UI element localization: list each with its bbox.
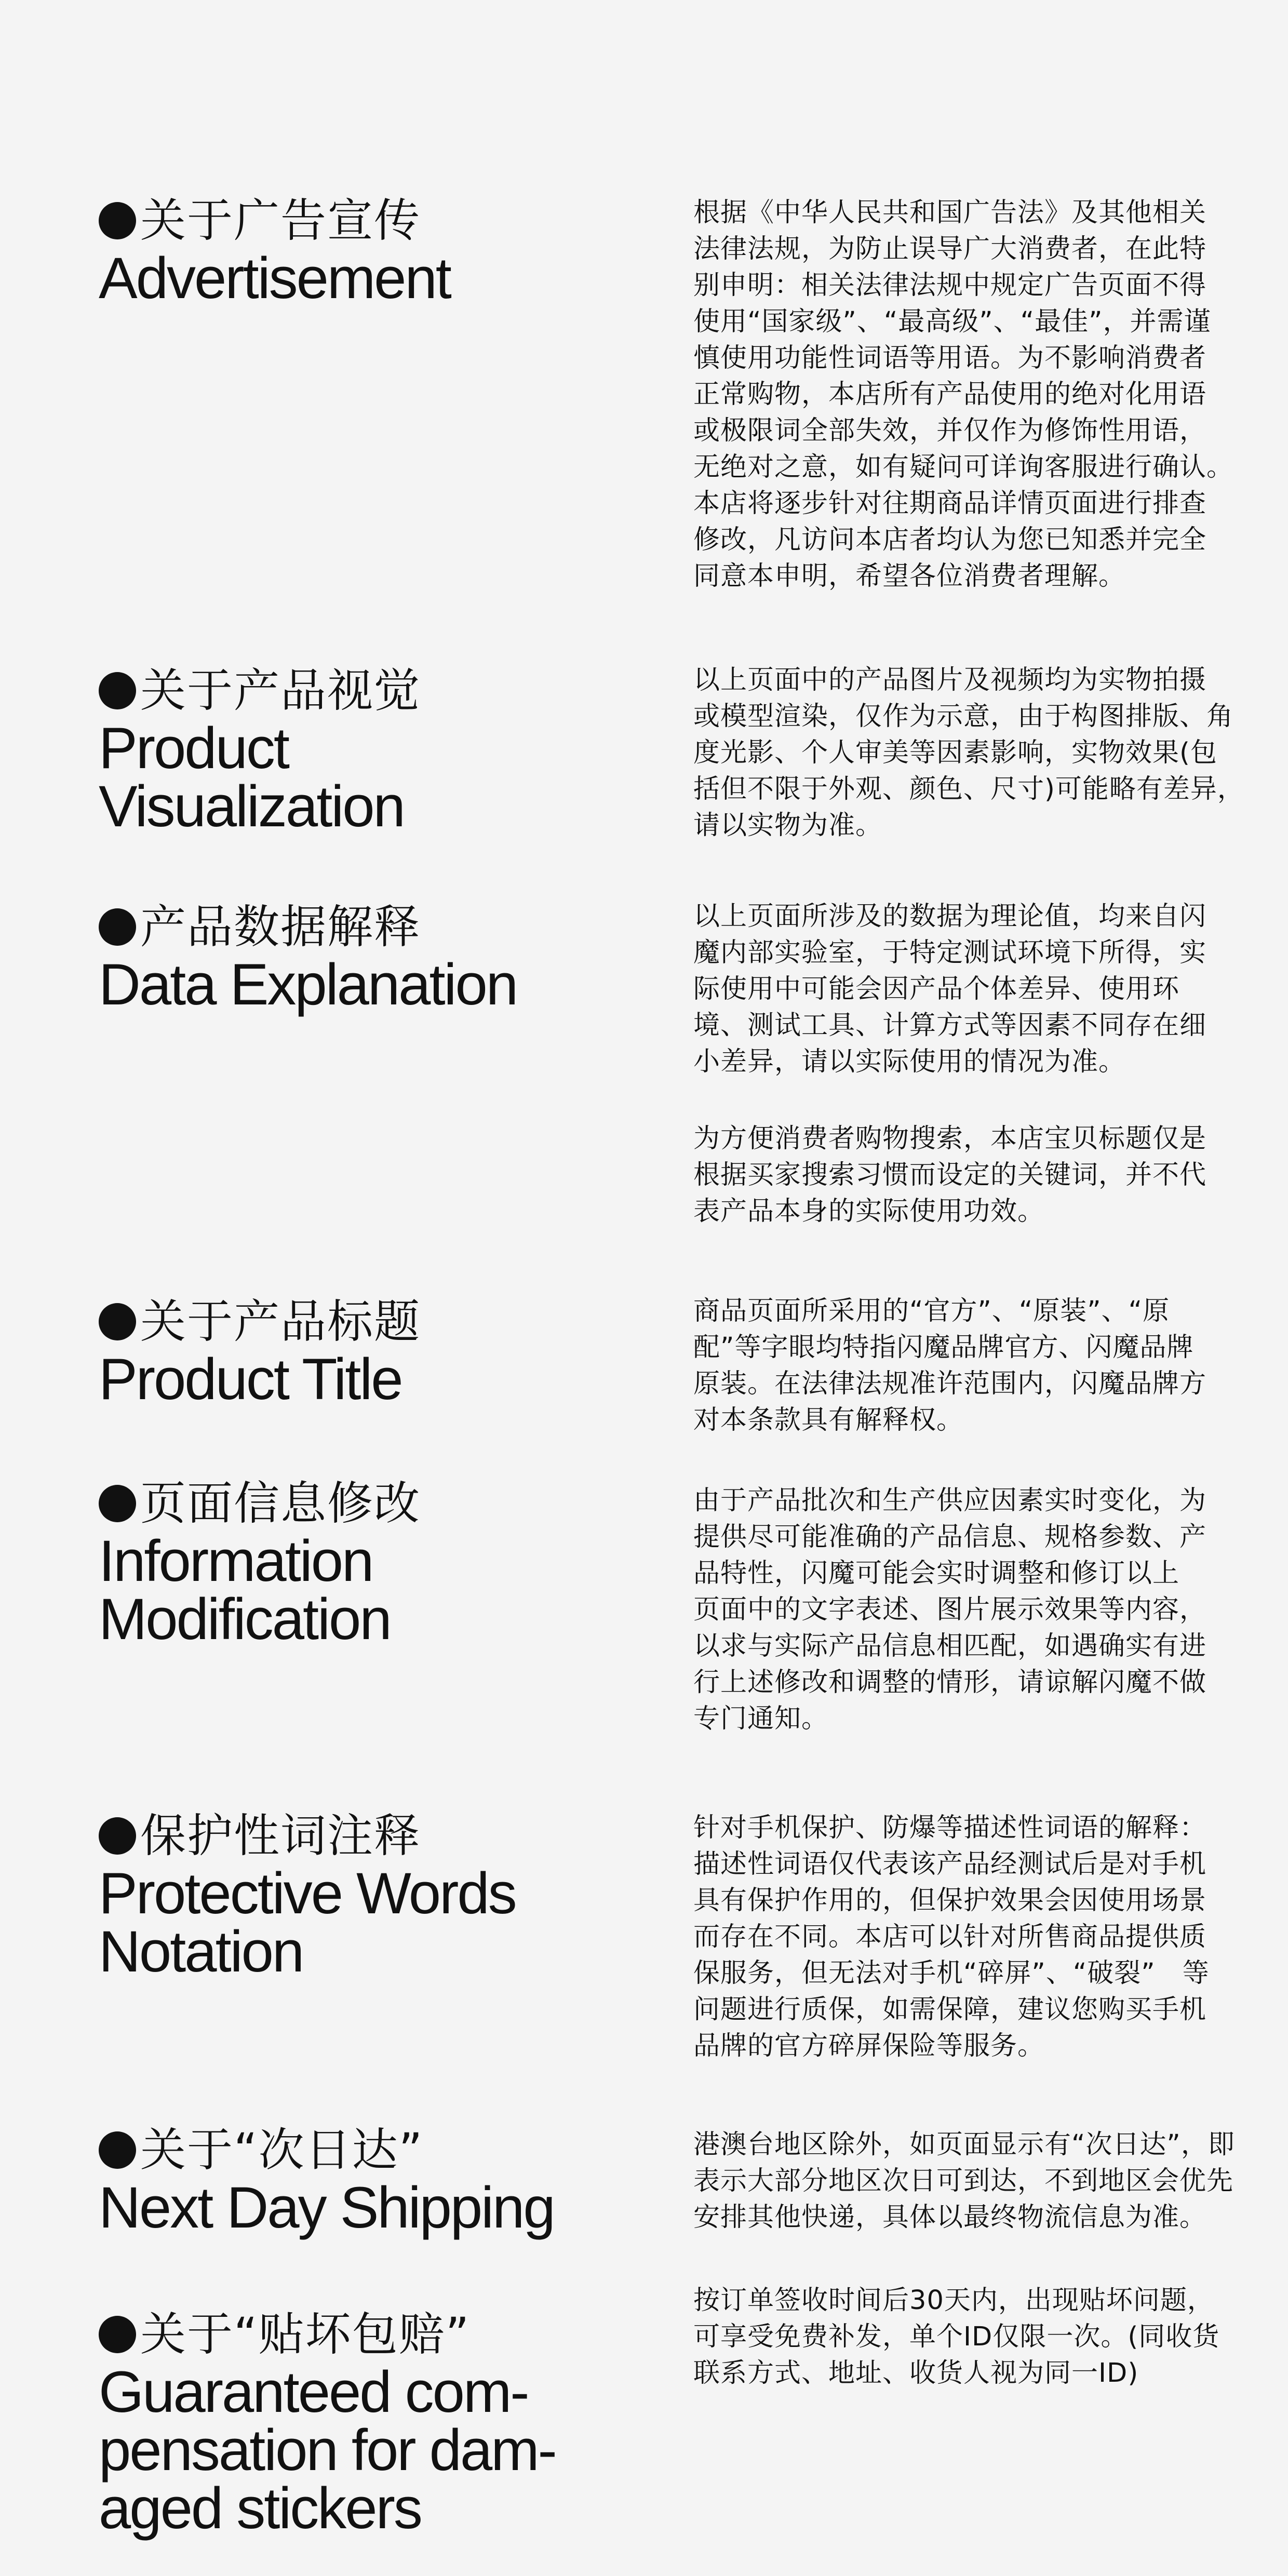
bullet-icon: [99, 202, 136, 239]
heading-en: Next Day Shipping: [99, 2175, 554, 2240]
body-paragraph: 以上页面所涉及的数据为理论值，均来自闪 魔内部实验室，于特定测试环境下所得，实 际使用中可能会因产品个体差异、使用环 境、测试工具、计算方式等因素不同存在细 小差异，请以实际使用的情况为准。: [693, 901, 1207, 1077]
bullet-icon: [99, 2316, 136, 2353]
body-paragraph: 为方便消费者购物搜索，本店宝贝标题仅是 根据买家搜索习惯而设定的关键词，并不代 表产品本身的实际使用功效。: [693, 1123, 1207, 1227]
heading-en: Data Explanation: [99, 952, 517, 1017]
section-heading: [99, 2122, 644, 2240]
section-body: [693, 662, 1270, 844]
bullet-icon: [99, 672, 136, 709]
heading-cn: 关于“次日达”: [140, 2123, 424, 2177]
heading-cn: 关于产品标题: [140, 1295, 421, 1348]
body-paragraph: 根据《中华人民共和国广告法》及其他相关 法律法规，为防止误导广大消费者，在此特 别申明：相关法律法规中规定广告页面不得 使用“国家级”、“最高级”、“最佳”，并需谨 慎使用功能性词语等用语。为不影响消费者 正常购物，本店所有产品使用的绝对化用语 或极限词全部失效，并仅作为修饰性用语， 无绝对之意，如有疑问可详询客服进行确认。 本店将逐步针对往期商品详情页面进行排查 修改，凡访问本店者均认为您已知悉并完全 同意本申明，希望各位消费者理解。: [693, 197, 1234, 592]
section-body: [693, 1483, 1270, 1737]
section-heading: [99, 662, 644, 839]
body-paragraph: 针对手机保护、防爆等描述性词语的解释： 描述性词语仅代表该产品经测试后是对手机 具有保护作用的，但保护效果会因使用场景 而存在不同。本店可以针对所售商品提供质 保服务，但无法对手机“碎屏”、“破裂” 等 问题进行质保，如需保障，建议您购买手机 品牌的官方碎屏保险等服务。: [693, 1813, 1210, 2061]
section-body: [693, 2283, 1270, 2392]
heading-en: Guaranteed com- pensation for dam- aged stickers: [99, 2359, 556, 2541]
heading-en: Advertisement: [99, 246, 450, 311]
section-body: [693, 195, 1270, 595]
heading-cn: 关于广告宣传: [140, 194, 421, 247]
heading-cn: 页面信息修改: [140, 1477, 421, 1530]
section-heading: [99, 2306, 644, 2541]
bullet-icon: [99, 1817, 136, 1855]
heading-en: Product Title: [99, 1347, 402, 1412]
body-paragraph: 按订单签收时间后30天内，出现贴坏问题， 可享受免费补发，单个ID仅限一次。(同收货 联系方式、地址、收货人视为同一ID): [693, 2285, 1220, 2389]
body-paragraph: 以上页面中的产品图片及视频均为实物拍摄 或模型渲染，仅作为示意，由于构图排版、角 度光影、个人审美等因素影响，实物效果(包 括但不限于外观、颜色、尺寸)可能略有差异， 请以实物为准。: [693, 665, 1244, 841]
body-paragraph: 商品页面所采用的“官方”、“原装”、“原 配”等字眼均特指闪魔品牌官方、闪魔品牌 原装。在法律法规准许范围内，闪魔品牌方 对本条款具有解释权。: [693, 1296, 1207, 1435]
bullet-icon: [99, 2131, 136, 2169]
heading-cn: 产品数据解释: [140, 900, 421, 954]
section-heading: [99, 1475, 644, 1652]
heading-cn: 关于“贴坏包赔”: [140, 2307, 471, 2361]
body-paragraph: 由于产品批次和生产供应因素实时变化，为 提供尽可能准确的产品信息、规格参数、产 品特性，闪魔可能会实时调整和修订以上 页面中的文字表述、图片展示效果等内容， 以求与实际产品信息相匹配，如遇确实有进 行上述修改和调整的情形，请谅解闪魔不做 专门通知。: [693, 1485, 1207, 1734]
heading-cn: 关于产品视觉: [140, 664, 421, 717]
heading-en: Product Visualization: [99, 716, 404, 839]
section-heading: [99, 192, 644, 311]
heading-cn: 保护性词注释: [140, 1809, 421, 1862]
bullet-icon: [99, 1485, 136, 1522]
section-body: [693, 1293, 1270, 1439]
bullet-icon: [99, 908, 136, 946]
bullet-icon: [99, 1303, 136, 1340]
section-body: [693, 898, 1270, 1230]
section-heading: [99, 898, 644, 1017]
section-body: [693, 1810, 1270, 2064]
body-paragraph: 港澳台地区除外，如页面显示有“次日达”，即 表示大部分地区次日可到达，不到地区会优先 安排其他快递，具体以最终物流信息为准。: [693, 2129, 1235, 2233]
section-body: [693, 2127, 1270, 2236]
section-heading: [99, 1807, 644, 1984]
heading-en: Protective Words Notation: [99, 1861, 516, 1984]
heading-en: Information Modification: [99, 1528, 391, 1652]
section-heading: [99, 1293, 644, 1412]
